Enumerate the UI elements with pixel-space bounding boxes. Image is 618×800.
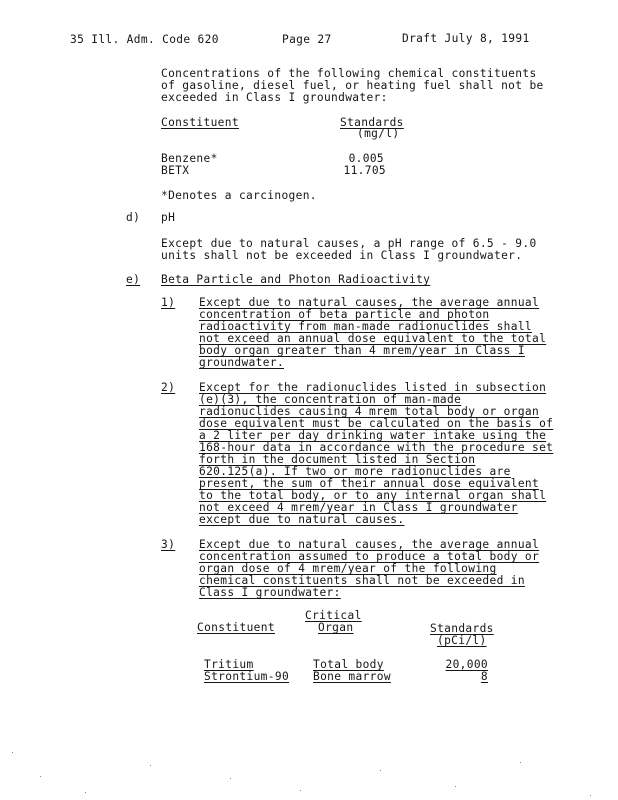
table2-units-header: (pCi/l) [437,634,487,647]
item-3-line: Class I groundwater: [199,586,341,599]
table1-row-value: 11.705 [343,164,386,177]
intro-line-1: Concentrations of the following chemical constituents [161,67,537,80]
item-1-line: Except due to natural causes, the average annual [199,296,540,309]
item-1-number: 1) [161,296,176,309]
item-2-line: 168-hour data in accordance with the procedure set [199,441,554,454]
section-e-label: e) [126,273,141,286]
table2-constituent-header: Constituent [197,621,275,634]
item-1-line: radioactivity from man-made radionuclides shall [199,320,533,333]
table1-row-name: Benzene* [161,152,218,165]
intro-line-3: exceeded in Class I groundwater: [161,91,388,104]
table2-standards-header: Standards [430,622,494,635]
section-d-line-1: Except due to natural causes, a pH range of 6.5 - 9.0 [161,237,537,250]
table2-row-name: Strontium-90 [204,670,290,683]
item-3-line: Except due to natural causes, the average annual [199,538,540,551]
item-2-number: 2) [161,381,176,394]
section-e-title: Beta Particle and Photon Radioactivity [161,273,431,286]
item-3-line: chemical constituents shall not be exceeded in [199,574,525,587]
item-2-line: Except for the radionuclides listed in subsection [199,381,547,394]
item-2-line: not exceed 4 mrem/year in Class I groundwater [199,501,518,514]
item-3-line: concentration assumed to produce a total body or [199,550,540,563]
header-page-number: Page 27 [282,33,332,46]
table2-row-value: 20,000 [445,658,488,671]
table1-note: *Denotes a carcinogen. [161,189,317,202]
table2-row-name: Tritium [204,658,254,671]
table2-organ-header: Organ [318,621,354,634]
item-1-line: groundwater. [199,356,285,369]
table1-standards-header: Standards [340,116,404,129]
item-3-line: organ dose of 4 mrem/year of the following [199,562,497,575]
item-1-line: concentration of beta particle and photon [199,308,490,321]
section-d-label: d) [126,211,141,224]
header-code: 35 Ill. Adm. Code 620 [70,33,219,46]
item-1-line: body organ greater than 4 mrem/year in Class I [199,344,525,357]
section-d-line-2: units shall not be exceeded in Class I groundwater. [161,249,523,262]
table2-row-organ: Bone marrow [313,670,391,683]
item-2-line: dose equivalent must be calculated on the basis of [199,417,554,430]
intro-line-2: of gasoline, diesel fuel, or heating fuel shall not be [161,79,544,92]
item-2-line: radionuclides causing 4 mrem total body or organ [199,405,540,418]
table1-row-name: BETX [161,164,190,177]
table1-units-header: (mg/l) [357,127,400,140]
table1-constituent-header: Constituent [161,116,239,129]
table2-critical-header: Critical [305,609,362,622]
item-1-line: not exceed an annual dose equivalent to the total [199,332,547,345]
item-2-line: (e)(3), the concentration of man-made [199,393,462,406]
item-2-line: a 2 liter per day drinking water intake using the [199,429,547,442]
header-draft-date: Draft July 8, 1991 [402,32,530,45]
table1-row-value: 0.005 [348,152,384,165]
item-2-line: except due to natural causes. [199,513,405,526]
item-2-line: 620.125(a). If two or more radionuclides are [199,465,511,478]
table2-row-value: 8 [480,670,488,683]
item-2-line: present, the sum of their annual dose equivalent [199,477,540,490]
table2-row-organ: Total body [313,658,384,671]
section-d-title: pH [161,211,176,224]
item-2-line: forth in the document listed in Section [199,453,476,466]
item-3-number: 3) [161,538,176,551]
item-2-line: to the total body, or to any internal organ shall [199,489,547,502]
